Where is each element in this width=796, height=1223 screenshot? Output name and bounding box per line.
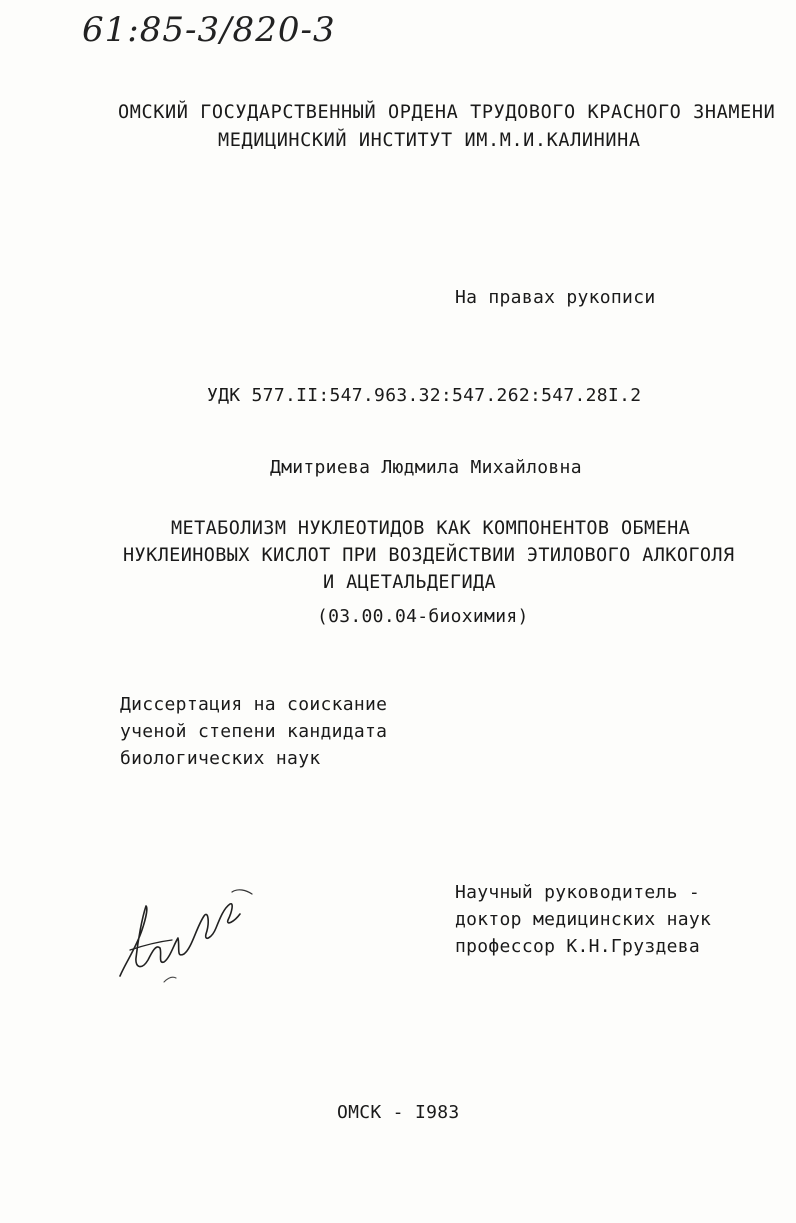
udc-code: УДК 577.II:547.963.32:547.262:547.28I.2 (207, 385, 642, 406)
author-name: Дмитриева Людмила Михайловна (270, 457, 582, 478)
institution-line-2: МЕДИЦИНСКИЙ ИНСТИТУТ ИМ.М.И.КАЛИНИНА (218, 130, 641, 151)
handwritten-shelf-mark: 61:85-3/820-3 (82, 10, 336, 50)
specialty-code: (03.00.04-биохимия) (317, 606, 529, 627)
place-and-year: ОМСК - I983 (337, 1102, 460, 1123)
rights-note: На правах рукописи (455, 287, 656, 308)
supervisor-line-1: Научный руководитель - (455, 882, 701, 903)
title-line-2: НУКЛЕИНОВЫХ КИСЛОТ ПРИ ВОЗДЕЙСТВИИ ЭТИЛОВОГО АЛКОГОЛЯ (123, 545, 735, 566)
supervisor-line-2: доктор медицинских наук (455, 909, 712, 930)
degree-line-1: Диссертация на соискание (120, 694, 388, 715)
institution-line-1: ОМСКИЙ ГОСУДАРСТВЕННЫЙ ОРДЕНА ТРУДОВОГО КРАСНОГО ЗНАМЕНИ (118, 102, 776, 123)
title-line-1: МЕТАБОЛИЗМ НУКЛЕОТИДОВ КАК КОМПОНЕНТОВ ОБМЕНА (171, 518, 691, 539)
handwritten-signature (112, 878, 262, 988)
supervisor-line-3: профессор К.Н.Груздева (455, 936, 701, 957)
degree-line-2: ученой степени кандидата (120, 721, 388, 742)
degree-line-3: биологических наук (120, 748, 321, 769)
title-line-3: И АЦЕТАЛЬДЕГИДА (323, 572, 497, 593)
